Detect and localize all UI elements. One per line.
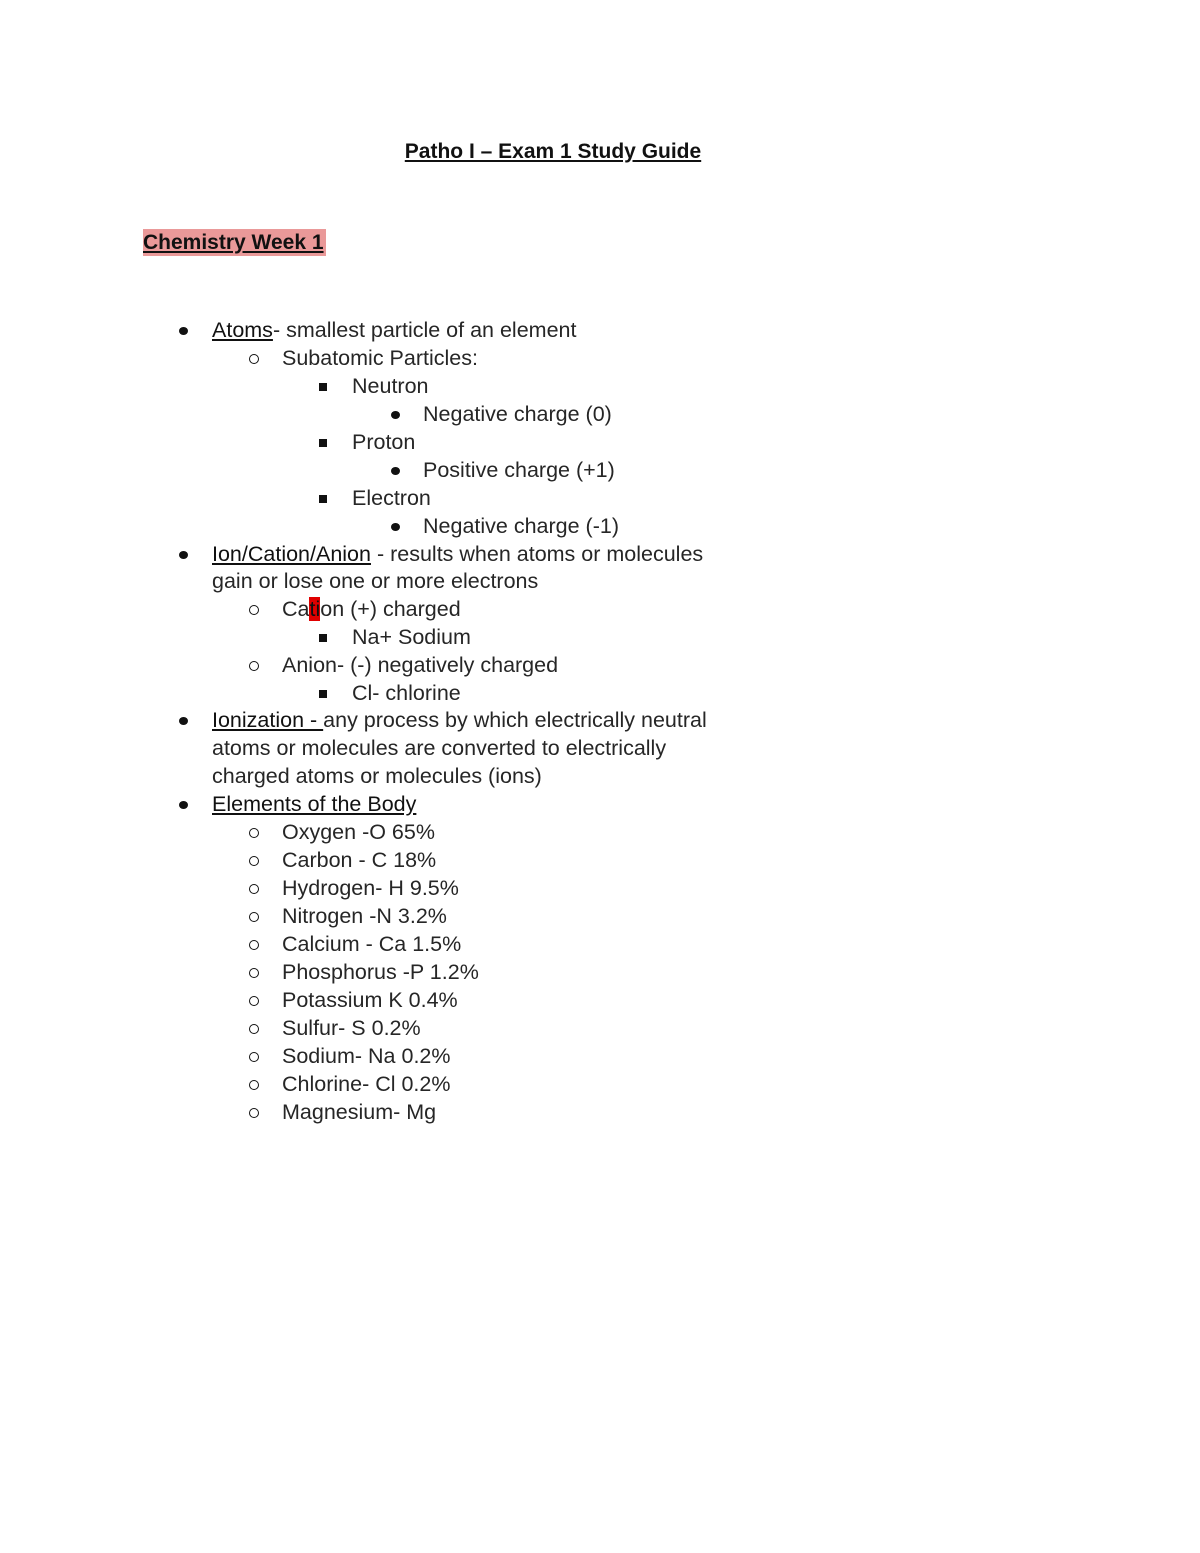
electron-charge: Negative charge (-1): [423, 514, 619, 538]
element-item: [0, 874, 1200, 902]
element-carbon: Carbon - C 18%: [282, 848, 437, 872]
bullet-ring-icon: [249, 661, 259, 671]
bullet-ring-icon: [249, 912, 259, 922]
element-item: [0, 1098, 1200, 1126]
cation-example: Na+ Sodium: [352, 625, 471, 649]
def-ionization-2: atoms or molecules are converted to electrically: [212, 736, 667, 760]
element-item: [0, 846, 1200, 874]
bullet-ring-icon: [249, 1024, 259, 1034]
term-elements: Elements of the Body: [212, 792, 417, 816]
element-sulfur: Sulfur- S 0.2%: [282, 1016, 421, 1040]
bullet-ring-icon: [249, 1052, 259, 1062]
neutron-charge: Negative charge (0): [423, 402, 612, 426]
bullet-ring-icon: [249, 968, 259, 978]
bullet-dot-icon: [179, 801, 188, 809]
bullet-ring-icon: [249, 940, 259, 950]
element-item: [0, 1014, 1200, 1042]
list-item: [0, 651, 1200, 679]
list-item-continuation: [0, 567, 1200, 595]
study-list: [0, 316, 1200, 1126]
section-heading: Chemistry Week 1: [143, 231, 324, 254]
list-item: [0, 372, 1200, 400]
electron-label: Electron: [352, 486, 431, 510]
bullet-ring-icon: [249, 996, 259, 1006]
list-item: [0, 456, 1200, 484]
def-ionization-1: any process by which electrically neutral: [323, 708, 707, 732]
bullet-dot-icon: [391, 411, 400, 419]
def-ion-1: - results when atoms or molecules: [370, 542, 704, 566]
list-item-continuation: [0, 762, 1200, 790]
bullet-ring-icon: [249, 1080, 259, 1090]
list-item: [0, 790, 1200, 818]
proton-label: Proton: [352, 430, 416, 454]
bullet-ring-icon: [249, 354, 259, 364]
bullet-square-icon: [319, 439, 327, 447]
bullet-square-icon: [319, 634, 327, 642]
bullet-square-icon: [319, 690, 327, 698]
highlight-mark: ti: [309, 597, 321, 621]
element-item: [0, 1070, 1200, 1098]
cation-text-c: on (+) charged: [320, 597, 461, 621]
element-calcium: Calcium - Ca 1.5%: [282, 932, 462, 956]
anion-example: Cl- chlorine: [352, 681, 461, 705]
element-item: [0, 958, 1200, 986]
term-ion: Ion/Cation/Anion: [212, 542, 371, 566]
list-item: [0, 706, 1200, 734]
def-atoms: - smallest particle of an element: [272, 318, 577, 342]
list-item: [0, 595, 1200, 623]
element-hydrogen: Hydrogen- H 9.5%: [282, 876, 459, 900]
element-item: [0, 902, 1200, 930]
bullet-ring-icon: [249, 856, 259, 866]
bullet-ring-icon: [249, 605, 259, 615]
element-potassium: Potassium K 0.4%: [282, 988, 458, 1012]
element-item: [0, 818, 1200, 846]
list-item: [0, 344, 1200, 372]
bullet-ring-icon: [249, 884, 259, 894]
list-item-continuation: [0, 734, 1200, 762]
term-atoms: Atoms: [212, 318, 273, 342]
bullet-ring-icon: [249, 1108, 259, 1118]
anion-label: Anion- (-) negatively charged: [282, 653, 559, 677]
subatomic-label: Subatomic Particles:: [282, 346, 478, 370]
element-oxygen: Oxygen -O 65%: [282, 820, 435, 844]
element-chlorine: Chlorine- Cl 0.2%: [282, 1072, 451, 1096]
def-ion-2: gain or lose one or more electrons: [212, 569, 539, 593]
list-item: [0, 512, 1200, 540]
list-item: [0, 540, 1200, 567]
bullet-dot-icon: [391, 523, 400, 531]
list-item: [0, 484, 1200, 512]
list-item: [0, 316, 1200, 344]
page-title: Patho I – Exam 1 Study Guide: [404, 140, 702, 163]
element-item: [0, 930, 1200, 958]
element-nitrogen: Nitrogen -N 3.2%: [282, 904, 447, 928]
neutron-label: Neutron: [352, 374, 429, 398]
bullet-dot-icon: [391, 467, 400, 475]
def-ionization-3: charged atoms or molecules (ions): [212, 764, 542, 788]
bullet-ring-icon: [249, 828, 259, 838]
term-ionization: Ionization -: [212, 708, 324, 732]
bullet-square-icon: [319, 383, 327, 391]
bullet-dot-icon: [179, 327, 188, 335]
bullet-dot-icon: [179, 717, 188, 725]
cation-text-a: Ca: [282, 597, 310, 621]
bullet-square-icon: [319, 495, 327, 503]
element-magnesium: Magnesium- Mg: [282, 1100, 437, 1124]
element-phosphorus: Phosphorus -P 1.2%: [282, 960, 479, 984]
list-item: [0, 623, 1200, 651]
proton-charge: Positive charge (+1): [423, 458, 615, 482]
element-sodium: Sodium- Na 0.2%: [282, 1044, 451, 1068]
list-item: [0, 428, 1200, 456]
list-item: [0, 679, 1200, 706]
bullet-dot-icon: [179, 551, 188, 559]
element-item: [0, 986, 1200, 1014]
list-item: [0, 400, 1200, 428]
element-item: [0, 1042, 1200, 1070]
